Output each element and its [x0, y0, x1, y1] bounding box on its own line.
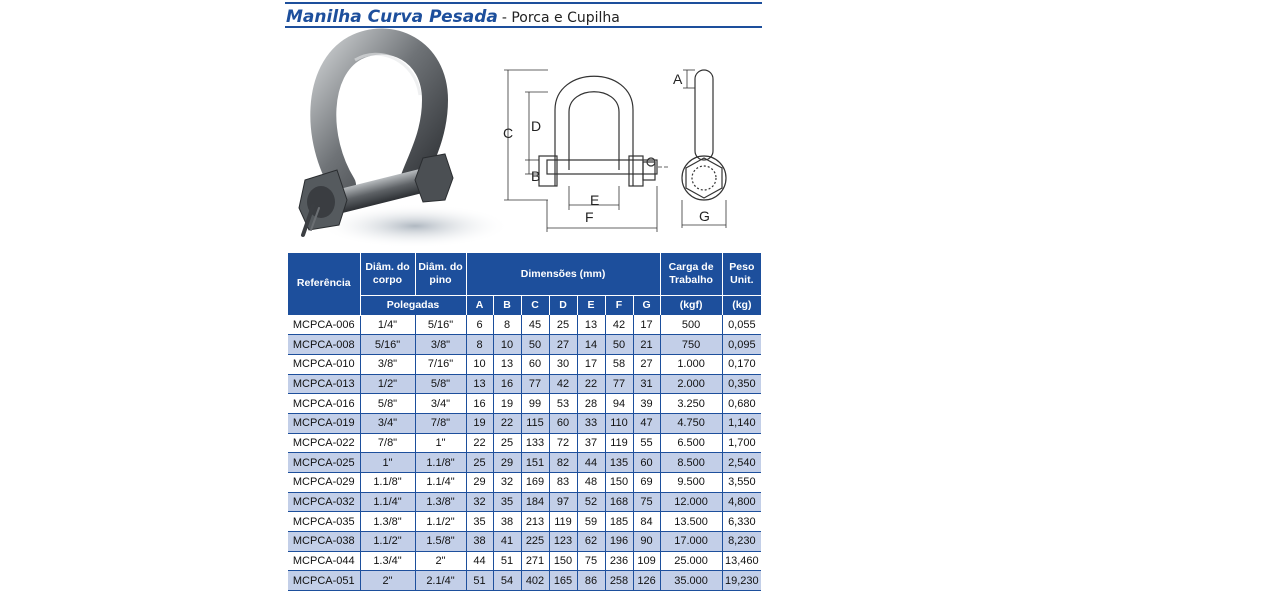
cell-d: 30	[549, 354, 577, 374]
cell-a: 38	[466, 532, 493, 552]
cell-carga: 9.500	[660, 473, 722, 493]
cell-peso: 13,460	[722, 551, 761, 571]
cell-ref: MCPCA-006	[288, 315, 360, 335]
cell-g: 84	[633, 512, 660, 532]
table-body	[288, 315, 761, 591]
cell-ref: MCPCA-029	[288, 473, 360, 493]
cell-a: 35	[466, 512, 493, 532]
cell-f: 110	[605, 413, 633, 433]
page-title	[286, 7, 620, 27]
cell-e: 48	[577, 473, 605, 493]
cell-b: 54	[493, 571, 521, 591]
header-dimensoes: Dimensões (mm)	[466, 253, 660, 296]
cell-a: 22	[466, 433, 493, 453]
cell-peso: 0,350	[722, 374, 761, 394]
cell-f: 50	[605, 335, 633, 355]
cell-g: 90	[633, 532, 660, 552]
cell-peso: 19,230	[722, 571, 761, 591]
cell-ref: MCPCA-051	[288, 571, 360, 591]
cell-carga: 12.000	[660, 492, 722, 512]
header-dim-c: C	[521, 296, 549, 316]
cell-e: 62	[577, 532, 605, 552]
cell-diam-pino: 2.1/4"	[415, 571, 466, 591]
cell-e: 75	[577, 551, 605, 571]
cell-c: 271	[521, 551, 549, 571]
title-bar	[285, 2, 762, 28]
cell-g: 75	[633, 492, 660, 512]
cell-e: 37	[577, 433, 605, 453]
cell-e: 22	[577, 374, 605, 394]
cell-peso: 0,170	[722, 354, 761, 374]
cell-e: 44	[577, 453, 605, 473]
cell-d: 165	[549, 571, 577, 591]
header-dim-f: F	[605, 296, 633, 316]
cell-a: 8	[466, 335, 493, 355]
header-carga: Carga de Trabalho	[660, 253, 722, 296]
table-row	[288, 492, 761, 512]
cell-c: 169	[521, 473, 549, 493]
cell-c: 115	[521, 413, 549, 433]
cell-diam-pino: 1.1/4"	[415, 473, 466, 493]
cell-carga: 13.500	[660, 512, 722, 532]
cell-f: 196	[605, 532, 633, 552]
cell-e: 86	[577, 571, 605, 591]
table-row	[288, 433, 761, 453]
cell-diam-pino: 1.3/8"	[415, 492, 466, 512]
cell-carga: 35.000	[660, 571, 722, 591]
cell-diam-pino: 1.1/8"	[415, 453, 466, 473]
shackle-side-drawing	[673, 60, 747, 235]
header-kgf: (kgf)	[660, 296, 722, 316]
cell-d: 97	[549, 492, 577, 512]
cell-g: 69	[633, 473, 660, 493]
cell-carga: 750	[660, 335, 722, 355]
cell-c: 184	[521, 492, 549, 512]
dim-label-e: E	[590, 192, 600, 208]
cell-e: 14	[577, 335, 605, 355]
cell-b: 13	[493, 354, 521, 374]
cell-g: 47	[633, 413, 660, 433]
cell-b: 29	[493, 453, 521, 473]
cell-carga: 25.000	[660, 551, 722, 571]
cell-diam-corpo: 7/8"	[360, 433, 415, 453]
cell-a: 10	[466, 354, 493, 374]
cell-diam-corpo: 1/4"	[360, 315, 415, 335]
cell-g: 55	[633, 433, 660, 453]
cell-diam-corpo: 5/16"	[360, 335, 415, 355]
cell-b: 41	[493, 532, 521, 552]
cell-peso: 0,680	[722, 394, 761, 414]
cell-peso: 8,230	[722, 532, 761, 552]
cell-g: 39	[633, 394, 660, 414]
cell-carga: 1.000	[660, 354, 722, 374]
table-row	[288, 512, 761, 532]
cell-e: 33	[577, 413, 605, 433]
cell-c: 151	[521, 453, 549, 473]
cell-g: 17	[633, 315, 660, 335]
cell-d: 60	[549, 413, 577, 433]
table-row	[288, 374, 761, 394]
cell-ref: MCPCA-044	[288, 551, 360, 571]
cell-f: 135	[605, 453, 633, 473]
cell-diam-pino: 7/16"	[415, 354, 466, 374]
cell-f: 58	[605, 354, 633, 374]
cell-a: 19	[466, 413, 493, 433]
cell-a: 13	[466, 374, 493, 394]
cell-c: 133	[521, 433, 549, 453]
cell-b: 51	[493, 551, 521, 571]
cell-diam-corpo: 1"	[360, 453, 415, 473]
title-main-text: Manilha Curva Pesada	[286, 7, 498, 27]
cell-g: 126	[633, 571, 660, 591]
cell-carga: 17.000	[660, 532, 722, 552]
cell-ref: MCPCA-032	[288, 492, 360, 512]
cell-peso: 4,800	[722, 492, 761, 512]
cell-b: 38	[493, 512, 521, 532]
cell-b: 19	[493, 394, 521, 414]
table-row	[288, 315, 761, 335]
cell-a: 29	[466, 473, 493, 493]
table-row	[288, 551, 761, 571]
cell-c: 225	[521, 532, 549, 552]
cell-diam-corpo: 1.3/8"	[360, 512, 415, 532]
cell-c: 77	[521, 374, 549, 394]
cell-d: 119	[549, 512, 577, 532]
cell-d: 72	[549, 433, 577, 453]
cell-peso: 3,550	[722, 473, 761, 493]
cell-c: 99	[521, 394, 549, 414]
cell-a: 6	[466, 315, 493, 335]
cell-d: 123	[549, 532, 577, 552]
cell-ref: MCPCA-025	[288, 453, 360, 473]
cell-e: 52	[577, 492, 605, 512]
dim-label-c: C	[503, 125, 514, 141]
cell-ref: MCPCA-010	[288, 354, 360, 374]
cell-a: 51	[466, 571, 493, 591]
cell-f: 42	[605, 315, 633, 335]
cell-f: 77	[605, 374, 633, 394]
cell-diam-pino: 5/8"	[415, 374, 466, 394]
table-row	[288, 453, 761, 473]
cell-carga: 6.500	[660, 433, 722, 453]
cell-diam-pino: 1.1/2"	[415, 512, 466, 532]
cell-a: 25	[466, 453, 493, 473]
cell-b: 8	[493, 315, 521, 335]
cell-g: 31	[633, 374, 660, 394]
cell-b: 10	[493, 335, 521, 355]
cell-carga: 500	[660, 315, 722, 335]
cell-e: 17	[577, 354, 605, 374]
cell-peso: 0,095	[722, 335, 761, 355]
cell-d: 25	[549, 315, 577, 335]
header-kg: (kg)	[722, 296, 761, 316]
cell-carga: 2.000	[660, 374, 722, 394]
cell-c: 402	[521, 571, 549, 591]
specification-table	[288, 253, 761, 591]
cell-diam-pino: 3/8"	[415, 335, 466, 355]
cell-a: 44	[466, 551, 493, 571]
cell-d: 150	[549, 551, 577, 571]
shackle-front-drawing	[503, 60, 673, 235]
cell-b: 35	[493, 492, 521, 512]
cell-diam-corpo: 1.3/4"	[360, 551, 415, 571]
cell-e: 13	[577, 315, 605, 335]
cell-d: 82	[549, 453, 577, 473]
cell-f: 150	[605, 473, 633, 493]
table-row	[288, 571, 761, 591]
header-dim-e: E	[577, 296, 605, 316]
cell-carga: 4.750	[660, 413, 722, 433]
table-row	[288, 335, 761, 355]
cell-carga: 8.500	[660, 453, 722, 473]
cell-f: 185	[605, 512, 633, 532]
cell-e: 59	[577, 512, 605, 532]
cell-g: 60	[633, 453, 660, 473]
cell-b: 25	[493, 433, 521, 453]
dim-label-f: F	[585, 209, 594, 225]
cell-ref: MCPCA-013	[288, 374, 360, 394]
cell-ref: MCPCA-016	[288, 394, 360, 414]
cell-ref: MCPCA-038	[288, 532, 360, 552]
table-row	[288, 532, 761, 552]
header-dim-a: A	[466, 296, 493, 316]
cell-peso: 6,330	[722, 512, 761, 532]
header-diam-corpo: Diâm. do corpo	[360, 253, 415, 296]
cell-diam-corpo: 3/8"	[360, 354, 415, 374]
cell-diam-pino: 2"	[415, 551, 466, 571]
cell-a: 32	[466, 492, 493, 512]
cell-b: 16	[493, 374, 521, 394]
title-subtitle: - Porca e Cupilha	[501, 10, 620, 26]
cell-diam-pino: 7/8"	[415, 413, 466, 433]
cell-g: 21	[633, 335, 660, 355]
cell-d: 42	[549, 374, 577, 394]
cell-diam-pino: 5/16"	[415, 315, 466, 335]
cell-d: 27	[549, 335, 577, 355]
cell-diam-pino: 1.5/8"	[415, 532, 466, 552]
dim-label-d: D	[531, 118, 542, 134]
dim-label-a: A	[673, 71, 683, 87]
cell-c: 45	[521, 315, 549, 335]
cell-peso: 2,540	[722, 453, 761, 473]
cell-diam-pino: 1"	[415, 433, 466, 453]
cell-peso: 1,700	[722, 433, 761, 453]
cell-f: 258	[605, 571, 633, 591]
cell-diam-corpo: 1.1/8"	[360, 473, 415, 493]
cell-a: 16	[466, 394, 493, 414]
header-referencia: Referência	[288, 253, 360, 315]
cell-d: 83	[549, 473, 577, 493]
header-diam-pino: Diâm. do pino	[415, 253, 466, 296]
header-dim-g: G	[633, 296, 660, 316]
cell-ref: MCPCA-022	[288, 433, 360, 453]
cell-c: 50	[521, 335, 549, 355]
cell-ref: MCPCA-035	[288, 512, 360, 532]
cell-f: 236	[605, 551, 633, 571]
cell-g: 27	[633, 354, 660, 374]
shackle-photo	[285, 30, 505, 252]
cell-f: 168	[605, 492, 633, 512]
cell-f: 119	[605, 433, 633, 453]
cell-b: 22	[493, 413, 521, 433]
cell-ref: MCPCA-008	[288, 335, 360, 355]
cell-d: 53	[549, 394, 577, 414]
cell-diam-corpo: 2"	[360, 571, 415, 591]
cell-c: 213	[521, 512, 549, 532]
header-dim-d: D	[549, 296, 577, 316]
cell-diam-corpo: 5/8"	[360, 394, 415, 414]
cell-diam-corpo: 1.1/2"	[360, 532, 415, 552]
header-polegadas: Polegadas	[360, 296, 466, 316]
table-row	[288, 413, 761, 433]
cell-b: 32	[493, 473, 521, 493]
cell-peso: 1,140	[722, 413, 761, 433]
cell-e: 28	[577, 394, 605, 414]
cell-diam-corpo: 3/4"	[360, 413, 415, 433]
dim-label-b: B	[531, 168, 541, 184]
cell-carga: 3.250	[660, 394, 722, 414]
cell-ref: MCPCA-019	[288, 413, 360, 433]
table-row	[288, 354, 761, 374]
dim-label-g: G	[699, 208, 710, 224]
cell-peso: 0,055	[722, 315, 761, 335]
header-dim-b: B	[493, 296, 521, 316]
header-peso: Peso Unit.	[722, 253, 761, 296]
cell-diam-corpo: 1.1/4"	[360, 492, 415, 512]
cell-g: 109	[633, 551, 660, 571]
cell-c: 60	[521, 354, 549, 374]
table-row	[288, 473, 761, 493]
table-row	[288, 394, 761, 414]
cell-diam-pino: 3/4"	[415, 394, 466, 414]
cell-f: 94	[605, 394, 633, 414]
cell-diam-corpo: 1/2"	[360, 374, 415, 394]
